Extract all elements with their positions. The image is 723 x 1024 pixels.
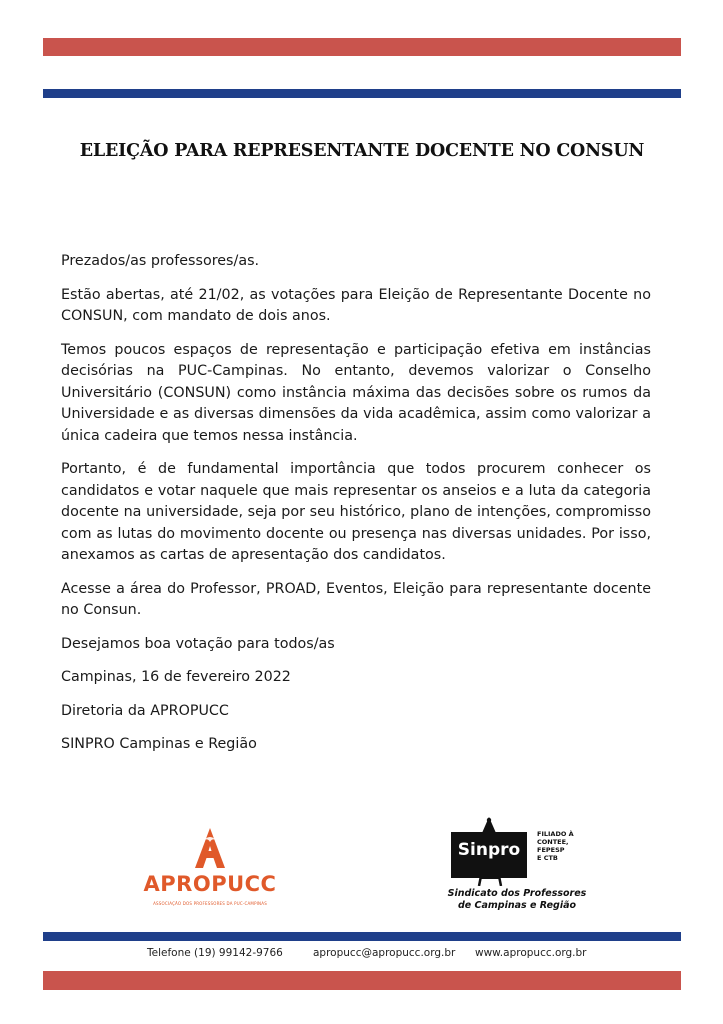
signature-line: SINPRO Campinas e Região [61,736,257,752]
apropucc-wordmark: APROPUCC [143,872,277,896]
closing-paragraph: Desejamos boa votação para todos/as [61,635,335,652]
top-blue-stripe [43,89,681,98]
bottom-blue-stripe [43,932,681,941]
apropucc-logo [140,826,280,916]
letter-body [61,251,651,768]
apropucc-tagline: ASSOCIAÇÃO DOS PROFESSORES DA PUC-CAMPINAS [153,901,267,906]
bottom-red-stripe [43,971,681,990]
sinpro-subtitle: Sindicato dos Professores de Campinas e Região [447,888,587,911]
sinpro-base-icon [477,876,503,886]
sinpro-logo [447,816,607,916]
footer-contacts [43,947,681,963]
footer-phone: Telefone (19) 99142-9766 [147,947,283,959]
sinpro-affiliation: FILIADO À CONTEE, FEPESP E CTB [537,830,574,862]
footer-email[interactable]: apropucc@apropucc.org.br [313,947,456,959]
body-paragraph: Estão abertas, até 21/02, as votações para Eleição de Representante Docente no CONSUN, com mandato de dois anos. [61,286,651,324]
signature-line: Diretoria da APROPUCC [61,702,229,719]
sinpro-wordmark: Sinpro [457,840,521,860]
body-paragraph: Portanto, é de fundamental importância que todos procurem conhecer os candidatos e votar naquele que mais representar os anseios e a luta da categoria docente na universidade, seja por seu histórico, plano de intenções, compromisso com as lutas do movimento docente ou presença nas diversas unidades. Por isso, anexamos as cartas de apresentação dos candidatos. [61,461,651,563]
apropucc-a-icon [190,826,230,870]
top-red-stripe [43,38,681,56]
greeting-paragraph: Prezados/as professores/as. [61,253,260,269]
body-paragraph: Temos poucos espaços de representação e participação efetiva em instâncias decisórias na PUC-Campinas. No entanto, devemos valorizar o Conselho Universitário (CONSUN) como instância máxima das decisões sobre os rumos da Universidade e as diversas dimensões da vida acadêmica, assim como valorizar a única cadeira que temos nessa instância. [61,341,651,444]
document-title: ELEIÇÃO PARA REPRESENTANTE DOCENTE NO CONSUN [79,141,645,161]
body-paragraph: Acesse a área do Professor, PROAD, Eventos, Eleição para representante docente no Consun. [61,580,651,618]
footer-website[interactable]: www.apropucc.org.br [475,947,587,959]
date-line: Campinas, 16 de fevereiro 2022 [61,669,291,685]
